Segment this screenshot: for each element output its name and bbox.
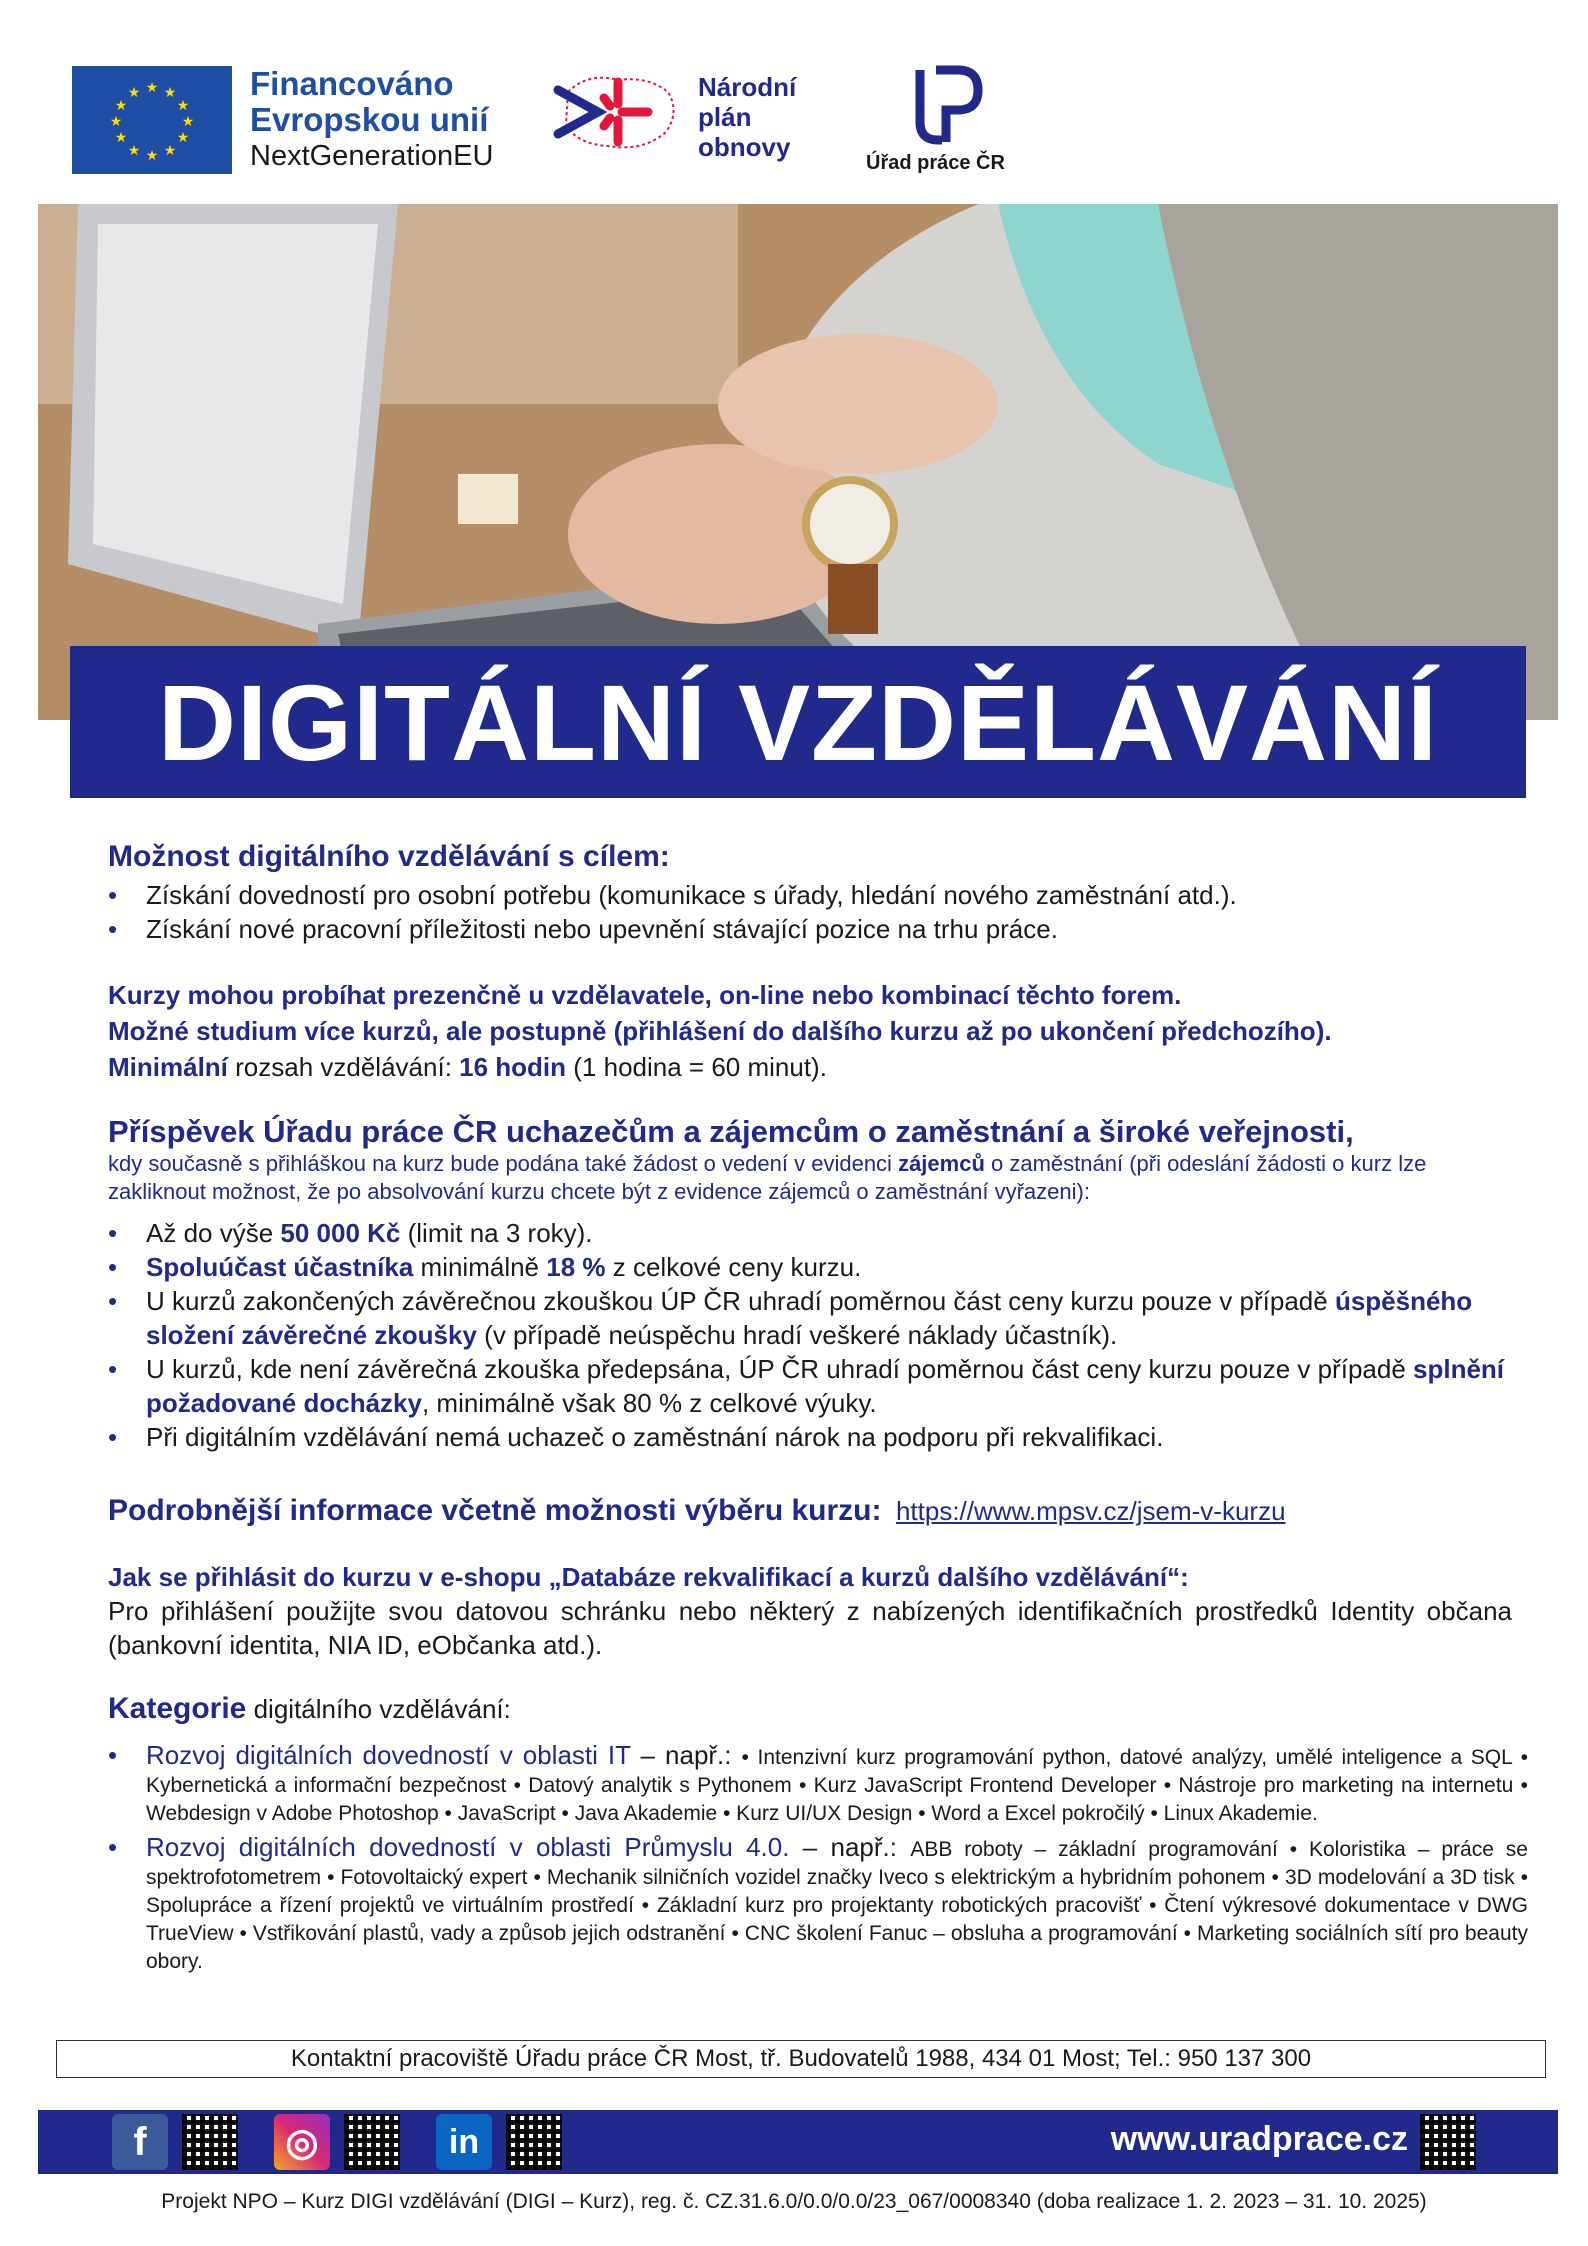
info-min-value: 16 hodin — [459, 1052, 567, 1082]
website-qr-icon — [1420, 2114, 1476, 2170]
contribution-section — [108, 1114, 1528, 1454]
npo-text — [698, 72, 796, 162]
more-info-line — [108, 1494, 1548, 1528]
goal-item-1: • Získání dovedností pro osobní potřebu (komunikace s úřady, hledání nového zaměstnání atd.). — [108, 878, 1528, 912]
category-industry — [108, 1832, 1528, 1976]
info-line-1: Kurzy mohou probíhat prezenčně u vzdělavatele, on-line nebo kombinací těchto forem. — [108, 980, 1182, 1010]
contribution-sub-2: o zaměstnání (při odeslání žádosti o kurz lze zakliknout možnost, že po absolvování kurzu chcete být z evidence zájemců o zaměstnání vyřazeni): — [108, 1151, 1427, 1204]
category-it-name: Rozvoj digitálních dovedností v oblasti IT — [146, 1740, 631, 1770]
contribution-item-4 — [108, 1352, 1528, 1420]
page-title: DIGITÁLNÍ VZDĚLÁVÁNÍ — [158, 661, 1438, 783]
info-min-line — [108, 1050, 1548, 1084]
categories-heading-bold: Kategorie — [108, 1692, 247, 1725]
contribution-sub-bold: zájemců — [898, 1151, 985, 1176]
eu-line-1: Financováno — [250, 65, 454, 102]
info-section — [108, 978, 1548, 1084]
up-logo-icon — [906, 62, 986, 152]
b1-bold: 50 000 Kč — [280, 1218, 401, 1248]
instagram-qr-icon — [344, 2114, 400, 2170]
more-info-label: Podrobnější informace včetně možnosti výběru kurzu: — [108, 1494, 882, 1527]
title-banner — [70, 646, 1526, 798]
npo-line-1: Národní — [698, 72, 797, 102]
signup-text: Pro přihlášení použijte svou datovou schránku nebo některý z nabízených identifikačních prostředků Identity občana (bankovní identita, NIA ID, eObčanka atd.). — [108, 1596, 1512, 1660]
linkedin-icon[interactable]: in — [436, 2114, 492, 2170]
project-info: Projekt NPO – Kurz DIGI vzdělávání (DIGI – Kurz), reg. č. CZ.31.6.0/0.0/0.0/23_067/0008340 (doba realizace 1. 2. 2023 – 31. 10. 2025) — [161, 2190, 1427, 2213]
facebook-qr-icon — [182, 2114, 238, 2170]
contribution-item-1 — [108, 1216, 1528, 1250]
eu-line-2: Evropskou unií — [250, 101, 489, 138]
facebook-icon[interactable]: f — [112, 2114, 168, 2170]
svg-text:★: ★ — [176, 98, 190, 114]
categories-heading — [108, 1692, 1528, 1726]
npo-logo-icon — [548, 62, 688, 162]
info-min-label: Minimální — [108, 1052, 228, 1082]
b1-pre: Až do výše — [146, 1218, 281, 1248]
contribution-item-5: • Při digitálním vzdělávání nemá uchazeč o zaměstnání nárok na podporu při rekvalifikaci. — [108, 1420, 1528, 1454]
contribution-sub-1: kdy současně s přihláškou na kurz bude podána také žádost o vedení v evidenci — [108, 1151, 899, 1176]
b4-bold: splnění požadované docházky — [146, 1354, 1505, 1418]
b2-post: z celkové ceny kurzu. — [605, 1252, 862, 1282]
svg-text:★: ★ — [176, 130, 190, 146]
category-it-items: • Intenzivní kurz programování python, datové analýzy, umělé inteligence a SQL • Kybernetická a informační bezpečnost • Datový analytik s Pythonem • Kurz JavaScript Frontend Developer • Nástroje pro marketing na internetu • Webdesign v Adobe Photoshop • JavaScript • Java Akademie • Kurz UI/UX Design • Word a Excel pokročilý • Linux Akademie. — [146, 1746, 1529, 1825]
categories-section — [108, 1692, 1528, 1976]
goals-heading: Možnost digitálního vzdělávání s cílem: — [108, 840, 670, 873]
svg-text:★: ★ — [181, 114, 195, 130]
b3-bold: úspěšného složení závěrečné zkoušky — [146, 1286, 1473, 1350]
more-info-link[interactable]: https://www.mpsv.cz/jsem-v-kurzu — [895, 1496, 1286, 1526]
instagram-icon[interactable]: ◎ — [274, 2114, 330, 2170]
b4-post: , minimálně však 80 % z celkové výuky. — [421, 1388, 877, 1418]
svg-text:★: ★ — [114, 98, 128, 114]
b1-post: (limit na 3 roky). — [400, 1218, 593, 1248]
b3-pre: U kurzů zakončených závěrečnou zkouškou ÚP ČR uhradí poměrnou část ceny kurzu pouze v případě — [146, 1286, 1335, 1316]
contribution-item-3 — [108, 1284, 1528, 1352]
info-min-mid: rozsah vzdělávání: — [227, 1052, 460, 1082]
b3-post: (v případě neúspěchu hradí veškeré náklady účastník). — [476, 1320, 1118, 1350]
contact-box: Kontaktní pracoviště Úřadu práce ČR Most, tř. Budovatelů 1988, 434 01 Most; Tel.: 950 137 300 — [56, 2040, 1546, 2078]
contribution-sub — [108, 1150, 1528, 1206]
category-it — [108, 1740, 1528, 1828]
npo-line-2: plán — [698, 102, 752, 132]
website-link[interactable]: www.uradprace.cz — [1110, 2120, 1408, 2158]
svg-text:★: ★ — [114, 130, 128, 146]
svg-text:★: ★ — [109, 114, 123, 130]
contribution-item-2 — [108, 1250, 1528, 1284]
footer-bar — [38, 2110, 1558, 2174]
eu-funding-text — [250, 66, 493, 174]
b2-bold: Spoluúčast účastníka — [146, 1252, 414, 1282]
goals-section — [108, 840, 1528, 946]
eu-flag-logo — [72, 66, 232, 174]
category-industry-sep: – např.: — [789, 1832, 911, 1862]
hero-photo-laptop — [38, 204, 1558, 720]
category-industry-name: Rozvoj digitálních dovedností v oblasti Průmyslu 4.0. — [146, 1832, 790, 1862]
b2-bold2: 18 % — [546, 1252, 606, 1282]
b2-mid: minimálně — [413, 1252, 547, 1282]
category-it-sep: – např.: — [630, 1740, 742, 1770]
signup-heading: Jak se přihlásit do kurzu v e-shopu „Databáze rekvalifikací a kurzů dalšího vzdělávání“: — [108, 1562, 1189, 1592]
contribution-heading: Příspěvek Úřadu práce ČR uchazečům a zájemcům o zaměstnání a široké veřejnosti, — [108, 1114, 1354, 1149]
linkedin-qr-icon — [506, 2114, 562, 2170]
info-min-tail: (1 hodina = 60 minut). — [566, 1052, 827, 1082]
signup-section — [108, 1560, 1512, 1662]
info-line-2: Možné studium více kurzů, ale postupně (přihlášení do dalšího kurzu až po ukončení předchozího). — [108, 1016, 1332, 1046]
b4-pre: U kurzů, kde není závěrečná zkouška předepsána, ÚP ČR uhradí poměrnou část ceny kurzu pouze v případě — [146, 1354, 1414, 1384]
svg-text:★: ★ — [127, 143, 141, 159]
svg-text:★: ★ — [127, 85, 141, 101]
goal-item-2: • Získání nové pracovní příležitosti nebo upevnění stávající pozice na trhu práce. — [108, 912, 1528, 946]
svg-text:★: ★ — [145, 80, 159, 96]
svg-text:★: ★ — [163, 143, 177, 159]
categories-heading-rest: digitálního vzdělávání: — [246, 1694, 511, 1724]
category-industry-items: ABB roboty – základní programování • Koloristika – práce se spektrofotometrem • Fotovoltaický expert • Mechanik silničních vozidel značky Iveco s elektrickým a hybridním pohonem • 3D modelování a 3D tisk • Spolupráce a řízení projektů ve virtuálním prostředí • Základní kurz pro projektanty robotických pracovišť • Čtení výkresové dokumentace v DWG TrueView • Vstřikování plastů, vady a způsob jejich odstranění • CNC školení Fanuc – obsluha a programování • Marketing sociálních sítí pro beauty obory. — [146, 1838, 1528, 1973]
eu-line-3: NextGenerationEU — [250, 140, 494, 172]
svg-text:★: ★ — [145, 148, 159, 164]
svg-text:★: ★ — [163, 85, 177, 101]
npo-line-3: obnovy — [698, 132, 791, 162]
eu-stars-icon — [72, 66, 232, 174]
up-name: Úřad práce ČR — [866, 152, 1005, 174]
